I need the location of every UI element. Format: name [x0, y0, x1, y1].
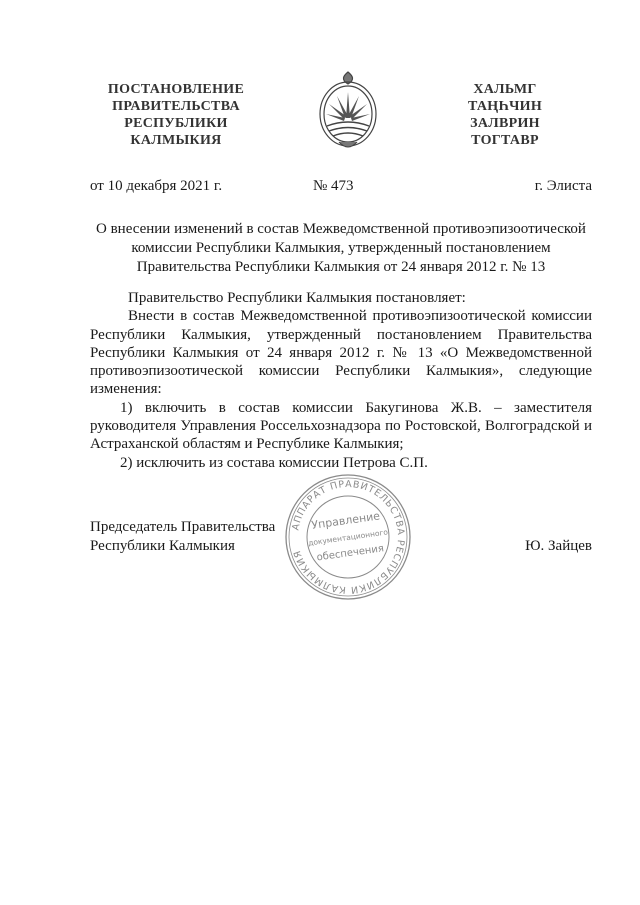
header-line: ТОГТАВР [471, 133, 539, 148]
document-body [90, 289, 592, 472]
header-line: ТАҢҺЧИН [467, 99, 543, 114]
amendment-item-2: 2) исключить из состава комиссии Петрова С.П. [120, 454, 428, 471]
header-line: РЕСПУБЛИКИ [124, 116, 228, 131]
header-line: ПОСТАНОВЛЕНИЕ [107, 82, 245, 97]
decree-statement: Правительство Республики Калмыкия постановляет: [128, 290, 466, 306]
amendment-item-1: 1) включить в состав комиссии Бакугинова Ж.В. – заместителя руководителя Управления Россельхознадзора по Ростовской, Волгоградской и Астраханской областям и Республике Калмыкия; [90, 399, 592, 453]
signatory-title [90, 518, 592, 556]
title-line: О внесении изменений в состав Межведомственной противоэпизоотической [96, 221, 586, 237]
signature-block [90, 518, 592, 556]
stamp-center-line: документационного [307, 527, 389, 548]
document-date: от 10 декабря 2021 г. [90, 178, 223, 194]
stamp-center-line: Управление [310, 509, 381, 532]
document-city: г. Элиста [534, 178, 592, 194]
header-line: КАЛМЫКИЯ [130, 133, 222, 148]
document-title [90, 220, 592, 277]
stamp-center-line: обеспечения [315, 543, 385, 564]
header-line: ЗАЛВРИН [470, 116, 540, 131]
title-line: Правительства Республики Калмыкия от 24 января 2012 г. № 13 [136, 259, 546, 275]
stamp-ring-text: АППАРАТ ПРАВИТЕЛЬСТВА РЕСПУБЛИКИ КАЛМЫКИЯ [290, 478, 407, 596]
signatory-name: Ю. Зайцев [525, 538, 592, 554]
document-number: № 473 [313, 178, 354, 194]
kalmykia-emblem-icon [315, 68, 381, 154]
signatory-title-line: Председатель Правительства [90, 519, 276, 535]
header-title-russian [98, 81, 254, 149]
header-title-kalmyk [437, 81, 573, 149]
signatory-title-line: Республики Калмыкия [90, 538, 235, 554]
document-meta-row [90, 178, 592, 198]
title-line: комиссии Республики Калмыкия, утвержденный постановлением [131, 240, 551, 256]
amendment-intro: Внести в состав Межведомственной противоэпизоотической комиссии Республики Калмыкия, утвержденный постановлением Правительства Республики Калмыкия от 24 января 2012 г. № 13 «О Межведомственной противоэпизоотической комиссии Республики Калмыкия», следующие изменения: [90, 308, 592, 398]
header-line: ХАЛЬМГ [473, 82, 537, 97]
header-line: ПРАВИТЕЛЬСТВА [112, 99, 240, 114]
